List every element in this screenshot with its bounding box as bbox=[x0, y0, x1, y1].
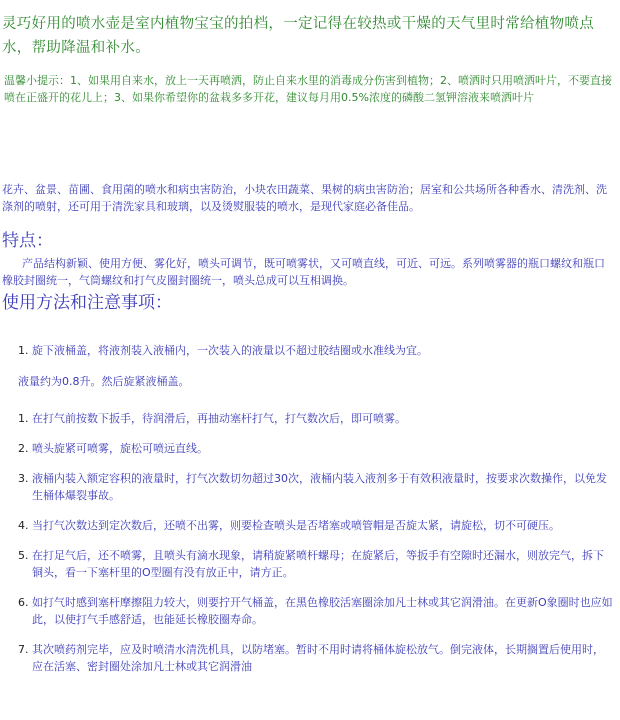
list-number: 5. bbox=[18, 549, 29, 562]
list-item bbox=[18, 594, 614, 628]
capacity-note: 液量约为0.8升。然后旋紧液桶盖。 bbox=[18, 375, 190, 388]
list-item bbox=[18, 410, 614, 427]
list-text: 当打气次数达到定次数后，还喷不出雾，则要检查喷头是否堵塞或喷管帽是否旋太紧，请旋松，切不可硬压。 bbox=[32, 519, 560, 532]
list-item bbox=[18, 517, 614, 534]
features-text: 产品结构新颖、使用方便、雾化好，喷头可调节，既可喷雾状，又可喷直线，可近、可远。系列喷雾器的瓶口螺纹和瓶口橡胶封圈统一，气筒螺纹和打气皮圈封圈统一，喷头总成可以互相调换。 bbox=[2, 257, 605, 287]
tips-paragraph: 温馨小提示：1、如果用自来水，放上一天再喷洒，防止自来水里的消毒成分伤害到植物；2、喷洒时只用喷洒叶片，不要直接喷在正盛开的花儿上；3、如果你希望你的盆栽多多开花，建议每月用0.5%浓度的磷酸二氢钾溶液来喷洒叶片 bbox=[4, 74, 612, 104]
list-text: 如打气时感到塞杆摩擦阻力较大，则要拧开气桶盖，在黑色橡胶活塞圈涂加凡士林或其它润滑油。在更新O象圈时也应如此，以使打气手感舒适，也能延长橡胶圈寿命。 bbox=[32, 596, 613, 626]
list-number: 2. bbox=[18, 442, 29, 455]
features-body bbox=[2, 255, 614, 289]
list-number: 4. bbox=[18, 519, 29, 532]
list-number: 1. bbox=[18, 344, 29, 357]
intro-paragraph: 灵巧好用的喷水壶是室内植物宝宝的拍档，一定记得在较热或干燥的天气里时常给植物喷点水，帮助降温和补水。 bbox=[2, 16, 594, 56]
list-text: 其次喷药剂完毕，应及时喷清水清洗机具，以防堵塞。暂时不用时请将桶体旋松放气。倒完液体，长期搁置后使用时，应在活塞、密封圈处涂加凡士林或其它润滑油 bbox=[32, 643, 604, 673]
list-text: 喷头旋紧可喷雾，旋松可喷远直线。 bbox=[32, 442, 208, 455]
uses-paragraph: 花卉、盆景、苗圃、食用菌的喷水和病虫害防治，小块农田蔬菜、果树的病虫害防治；居室和公共场所各种香水、清洗剂、洗涤剂的喷射，还可用于清洗家具和玻璃，以及烫熨服装的喷水，是现代家庭必备佳品。 bbox=[2, 183, 607, 213]
usage-heading: 使用方法和注意事项： bbox=[2, 293, 172, 313]
list-number: 6. bbox=[18, 596, 29, 609]
list-item bbox=[18, 547, 614, 581]
list-text: 在打气前按数下扳手，待润滑后，再抽动塞杆打气，打气数次后，即可喷雾。 bbox=[32, 412, 406, 425]
list-item bbox=[18, 470, 614, 504]
list-item bbox=[18, 342, 614, 359]
list-text: 在打足气后，还不喷雾，且喷头有滴水现象，请稍旋紧喷杆螺母；在旋紧后，等扳手有空隙时还漏水，则放完气，拆下铜头，看一下塞杆里的O型圈有没有放正中，请方正。 bbox=[32, 549, 604, 579]
list-text: 液桶内装入额定容积的液量时，打气次数切勿超过30次，液桶内装入液剂多于有效积液量时，按要求次数操作，以免发生桶体爆裂事故。 bbox=[32, 472, 607, 502]
list-number: 7. bbox=[18, 643, 29, 656]
features-heading: 特点： bbox=[2, 231, 53, 251]
prep-list bbox=[18, 342, 614, 359]
list-number: 1. bbox=[18, 412, 29, 425]
list-item bbox=[18, 641, 614, 675]
list-number: 3. bbox=[18, 472, 29, 485]
steps-list bbox=[18, 410, 614, 688]
list-text: 旋下液桶盖，将液剂装入液桶内，一次装入的液量以不超过胶结圈或水准线为宜。 bbox=[32, 344, 428, 357]
list-item bbox=[18, 440, 614, 457]
